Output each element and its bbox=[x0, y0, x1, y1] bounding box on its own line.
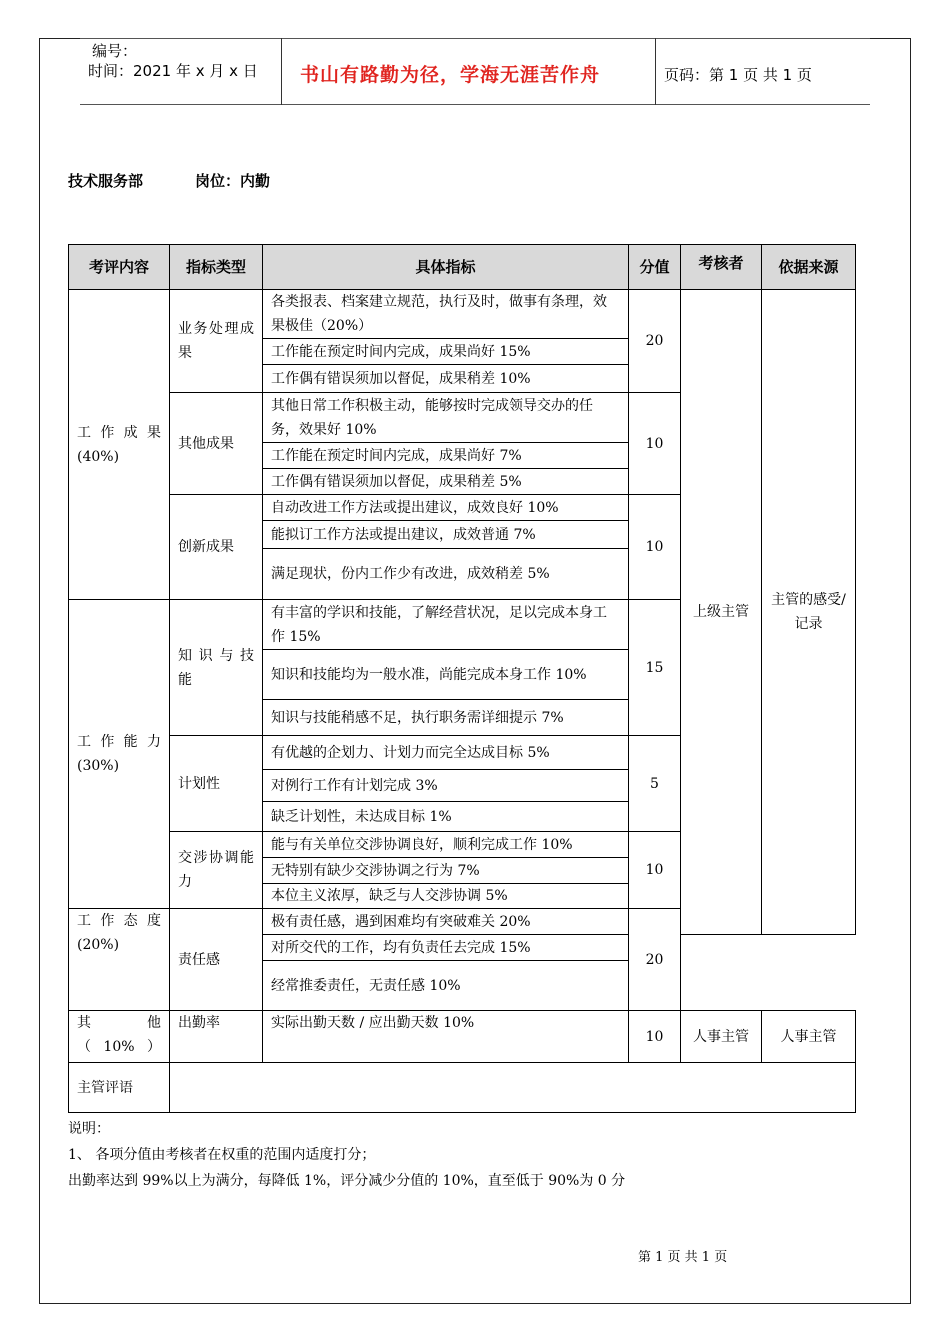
source-cell: 人事主管 bbox=[762, 1011, 856, 1063]
indicator-cell: 知识和技能均为一般水准，尚能完成本身工作 10% bbox=[263, 650, 629, 700]
comment-field[interactable] bbox=[170, 1063, 856, 1113]
indicator-cell: 工作偶有错误须加以督促，成果稍差 10% bbox=[263, 365, 629, 393]
indicator-type: 计划性 bbox=[170, 736, 263, 832]
column-header: 具体指标 bbox=[263, 245, 629, 290]
score-cell: 10 bbox=[629, 832, 681, 909]
indicator-type: 知 识 与 技能 bbox=[170, 600, 263, 736]
indicator-cell: 有丰富的学识和技能，了解经营状况，足以完成本身工作 15% bbox=[263, 600, 629, 650]
indicator-type: 其他成果 bbox=[170, 393, 263, 495]
indicator-cell: 其他日常工作积极主动，能够按时完成领导交办的任务，效果好 10% bbox=[263, 393, 629, 443]
column-header: 指标类型 bbox=[170, 245, 263, 290]
score-cell: 20 bbox=[629, 290, 681, 393]
indicator-cell: 工作偶有错误须加以督促，成果稍差 5% bbox=[263, 469, 629, 495]
indicator-cell: 能与有关单位交涉协调良好，顺利完成工作 10% bbox=[263, 832, 629, 858]
notes-line: 1、 各项分值由考核者在权重的范围内适度打分； bbox=[68, 1147, 376, 1163]
indicator-type: 业务处理成果 bbox=[170, 290, 263, 393]
indicator-cell: 满足现状，份内工作少有改进，成效稍差 5% bbox=[263, 549, 629, 600]
column-header: 分值 bbox=[629, 245, 681, 290]
notes-line: 出勤率达到 99%以上为满分，每降低 1%，评分减少分值的 10%，直至低于 90%为 0 分 bbox=[68, 1173, 626, 1189]
indicator-type: 出勤率 bbox=[170, 1011, 263, 1063]
indicator-cell: 对例行工作有计划完成 3% bbox=[263, 770, 629, 802]
indicator-cell: 能拟订工作方法或提出建议，成效普通 7% bbox=[263, 521, 629, 549]
indicator-type: 责任感 bbox=[170, 909, 263, 1011]
indicator-cell: 本位主义浓厚，缺乏与人交涉协调 5% bbox=[263, 884, 629, 909]
header-top-line bbox=[80, 38, 870, 39]
indicator-cell: 实际出勤天数 / 应出勤天数 10% bbox=[263, 1011, 629, 1063]
category-work-ability: 工 作 能 力 (30%) bbox=[69, 600, 170, 909]
indicator-cell: 知识与技能稍感不足，执行职务需详细提示 7% bbox=[263, 700, 629, 736]
indicator-cell: 自动改进工作方法或提出建议，成效良好 10% bbox=[263, 495, 629, 521]
header-divider bbox=[281, 38, 282, 105]
header-motto: 书山有路勤为径，学海无涯苦作舟 bbox=[300, 64, 601, 86]
notes-section bbox=[68, 1116, 625, 1194]
position-label: 岗位：内勤 bbox=[195, 172, 271, 190]
score-cell: 5 bbox=[629, 736, 681, 832]
score-cell: 15 bbox=[629, 600, 681, 736]
header-page-number: 页码：第 1 页 共 1 页 bbox=[664, 66, 812, 84]
footer-page-number: 第 1 页 共 1 页 bbox=[638, 1250, 728, 1265]
column-header: 考评内容 bbox=[69, 245, 170, 290]
indicator-type: 创新成果 bbox=[170, 495, 263, 600]
source-cell: 主管的感受/记录 bbox=[762, 290, 856, 935]
header-bottom-line bbox=[80, 104, 870, 105]
indicator-cell: 经常推委责任，无责任感 10% bbox=[263, 961, 629, 1011]
score-cell: 10 bbox=[629, 1011, 681, 1063]
table-row bbox=[69, 1011, 856, 1063]
table-row bbox=[69, 290, 856, 339]
indicator-cell: 无特别有缺少交涉协调之行为 7% bbox=[263, 858, 629, 884]
comment-label: 主管评语 bbox=[69, 1063, 170, 1113]
indicator-cell: 工作能在预定时间内完成，成果尚好 7% bbox=[263, 443, 629, 469]
notes-title: 说明： bbox=[68, 1121, 110, 1137]
indicator-cell: 极有责任感，遇到困难均有突破难关 20% bbox=[263, 909, 629, 935]
category-work-result: 工 作 成 果 (40%) bbox=[69, 290, 170, 600]
evaluation-table bbox=[68, 244, 856, 1113]
category-other: 其 他 （10%） bbox=[69, 1011, 170, 1063]
table-header-row bbox=[69, 245, 856, 290]
score-cell: 10 bbox=[629, 495, 681, 600]
category-work-attitude: 工 作 态 度 (20%) bbox=[69, 909, 170, 1011]
assessor-cell: 上级主管 bbox=[681, 290, 762, 935]
score-cell: 10 bbox=[629, 393, 681, 495]
indicator-cell: 缺乏计划性，未达成目标 1% bbox=[263, 802, 629, 832]
indicator-cell: 各类报表、档案建立规范，执行及时，做事有条理，效果极佳（20%） bbox=[263, 290, 629, 339]
column-header: 考核者 bbox=[681, 245, 762, 290]
column-header: 依据来源 bbox=[762, 245, 856, 290]
score-cell: 20 bbox=[629, 909, 681, 1011]
indicator-type: 交涉协调能力 bbox=[170, 832, 263, 909]
indicator-cell: 对所交代的工作，均有负责任去完成 15% bbox=[263, 935, 629, 961]
header-divider bbox=[655, 38, 656, 105]
department-label: 技术服务部 bbox=[68, 172, 144, 190]
indicator-cell: 有优越的企划力、计划力而完全达成目标 5% bbox=[263, 736, 629, 770]
assessor-cell: 人事主管 bbox=[681, 1011, 762, 1063]
table-row bbox=[69, 1063, 856, 1113]
indicator-cell: 工作能在预定时间内完成，成果尚好 15% bbox=[263, 339, 629, 365]
doc-number-label: 编号： bbox=[92, 42, 138, 60]
doc-date: 时间：2021 年 x 月 x 日 bbox=[88, 62, 258, 80]
